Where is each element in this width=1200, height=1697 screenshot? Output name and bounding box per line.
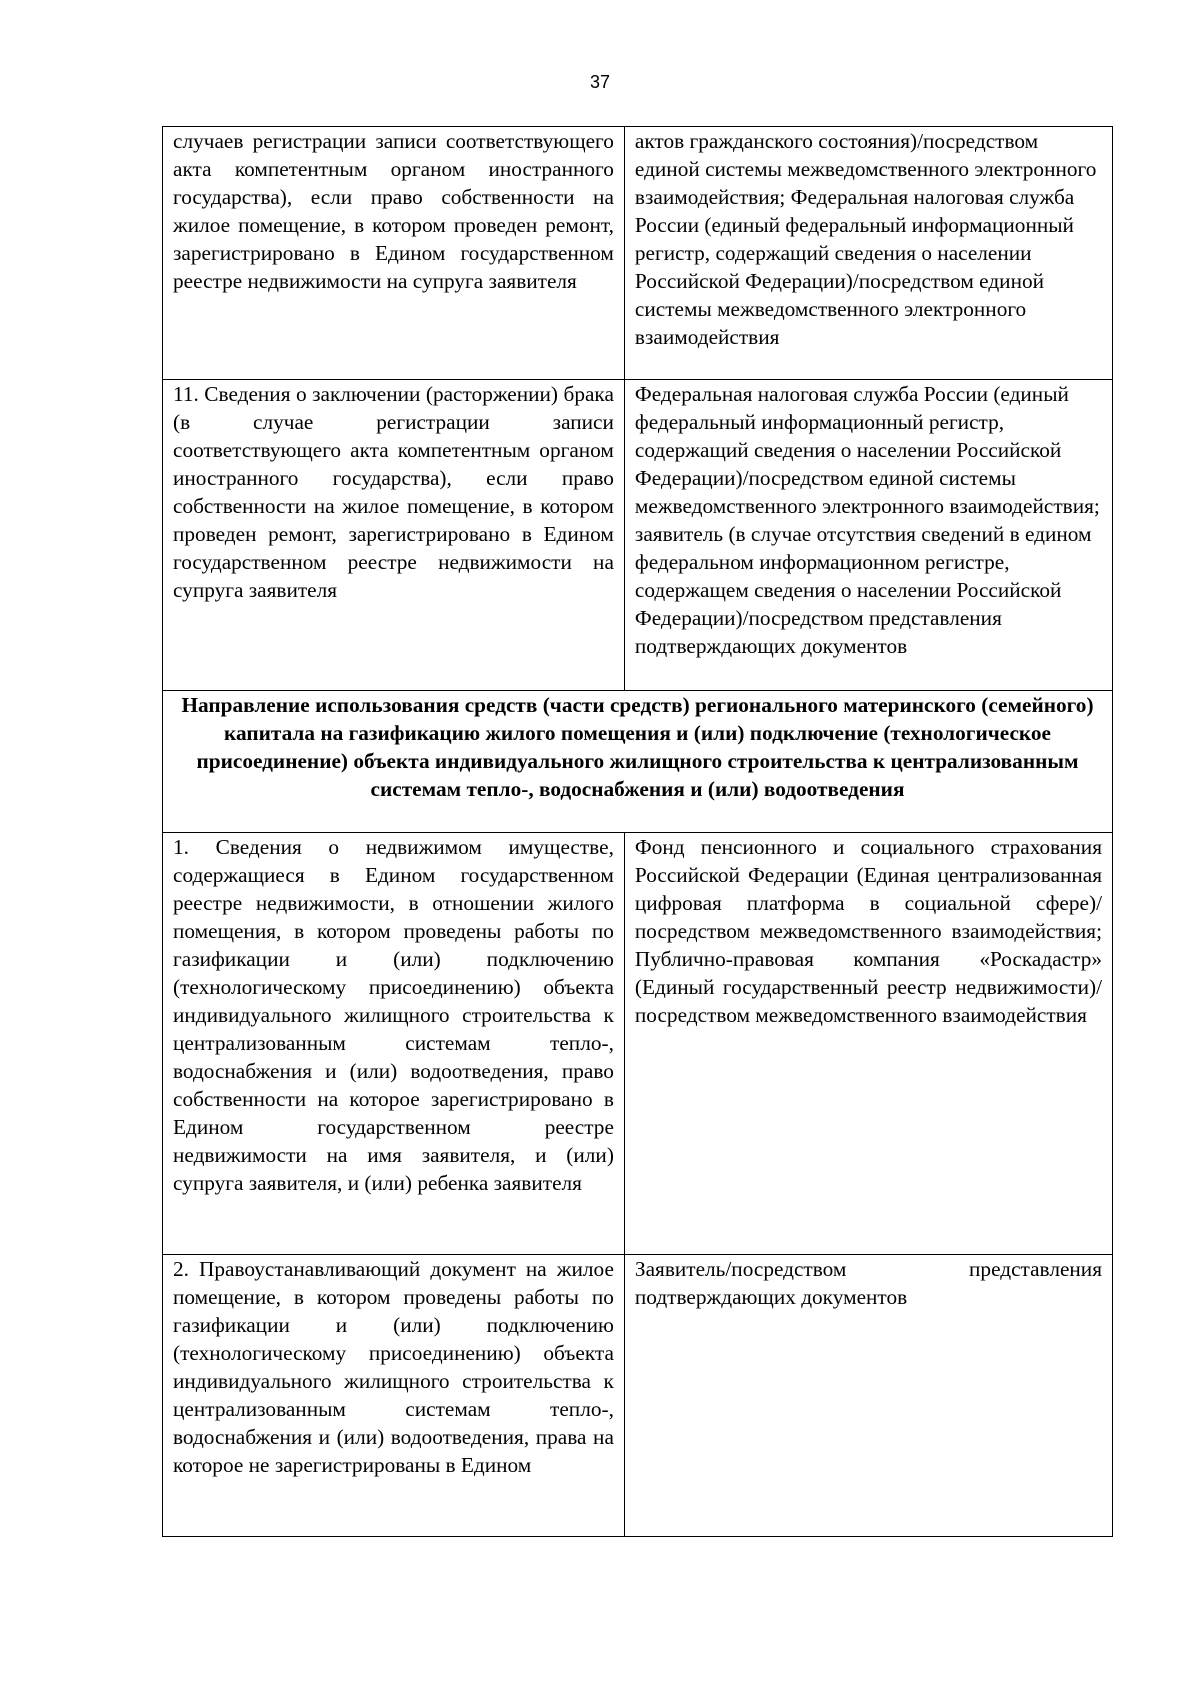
table-cell-source: Фонд пенсионного и социального страхования Российской Федерации (Единая централизованная цифровая платформа в социальной сфере)/посредством межведомственного взаимодействия; Публично-правовая компания «Роскадастр» (Единый государственный реестр недвижимости)/посредством межведомственного взаимодействия <box>624 833 1112 1255</box>
section-heading-row <box>163 691 1113 833</box>
data-sources-table <box>162 126 1113 1537</box>
table-cell-document: 11. Сведения о заключении (расторжении) брака (в случае регистрации записи соответствующего акта компетентным органом иностранного государства), если право собственности на жилое помещение, в котором проведен ремонт, зарегистрировано в Едином государственном реестре недвижимости на супруга заявителя <box>163 380 625 691</box>
table-cell-source: актов гражданского состояния)/посредством единой системы межведомственного электронного взаимодействия; Федеральная налоговая служба России (единый федеральный информационный регистр, содержащий сведения о населении Российской Федерации)/посредством единой системы межведомственного электронного взаимодействия <box>624 127 1112 380</box>
table-cell-document: 1. Сведения о недвижимом имуществе, содержащиеся в Едином государственном реестре недвижимости, в отношении жилого помещения, в котором проведены работы по газификации и (или) подключению (технологическому присоединению) объекта индивидуального жилищного строительства к централизованным системам тепло-, водоснабжения и (или) водоотведения, право собственности на которое зарегистрировано в Едином государственном реестре недвижимости на имя заявителя, и (или) супруга заявителя, и (или) ребенка заявителя <box>163 833 625 1255</box>
page-number: 37 <box>589 72 611 92</box>
table-row <box>163 127 1113 380</box>
table-row <box>163 380 1113 691</box>
table-cell-document: 2. Правоустанавливающий документ на жилое помещение, в котором проведены работы по газификации и (или) подключению (технологическому присоединению) объекта индивидуального жилищного строительства к централизованным системам тепло-, водоснабжения и (или) водоотведения, права на которое не зарегистрированы в Едином <box>163 1255 625 1537</box>
table-cell-document: случаев регистрации записи соответствующего акта компетентным органом иностранного государства), если право собственности на жилое помещение, в котором проведен ремонт, зарегистрировано в Едином государственном реестре недвижимости на супруга заявителя <box>163 127 625 380</box>
table-row <box>163 1255 1113 1537</box>
table-row <box>163 833 1113 1255</box>
section-heading: Направление использования средств (части средств) регионального материнского (семейного) капитала на газификацию жилого помещения и (или) подключение (технологическое присоединение) объекта индивидуального жилищного строительства к централизованным системам тепло-, водоснабжения и (или) водоотведения <box>163 691 1113 833</box>
table-cell-source: Заявитель/посредством представления подтверждающих документов <box>624 1255 1112 1537</box>
table-cell-source: Федеральная налоговая служба России (единый федеральный информационный регистр, содержащий сведения о населении Российской Федерации)/посредством единой системы межведомственного электронного взаимодействия; заявитель (в случае отсутствия сведений в едином федеральном информационном регистре, содержащем сведения о населении Российской Федерации)/посредством представления подтверждающих документов <box>624 380 1112 691</box>
